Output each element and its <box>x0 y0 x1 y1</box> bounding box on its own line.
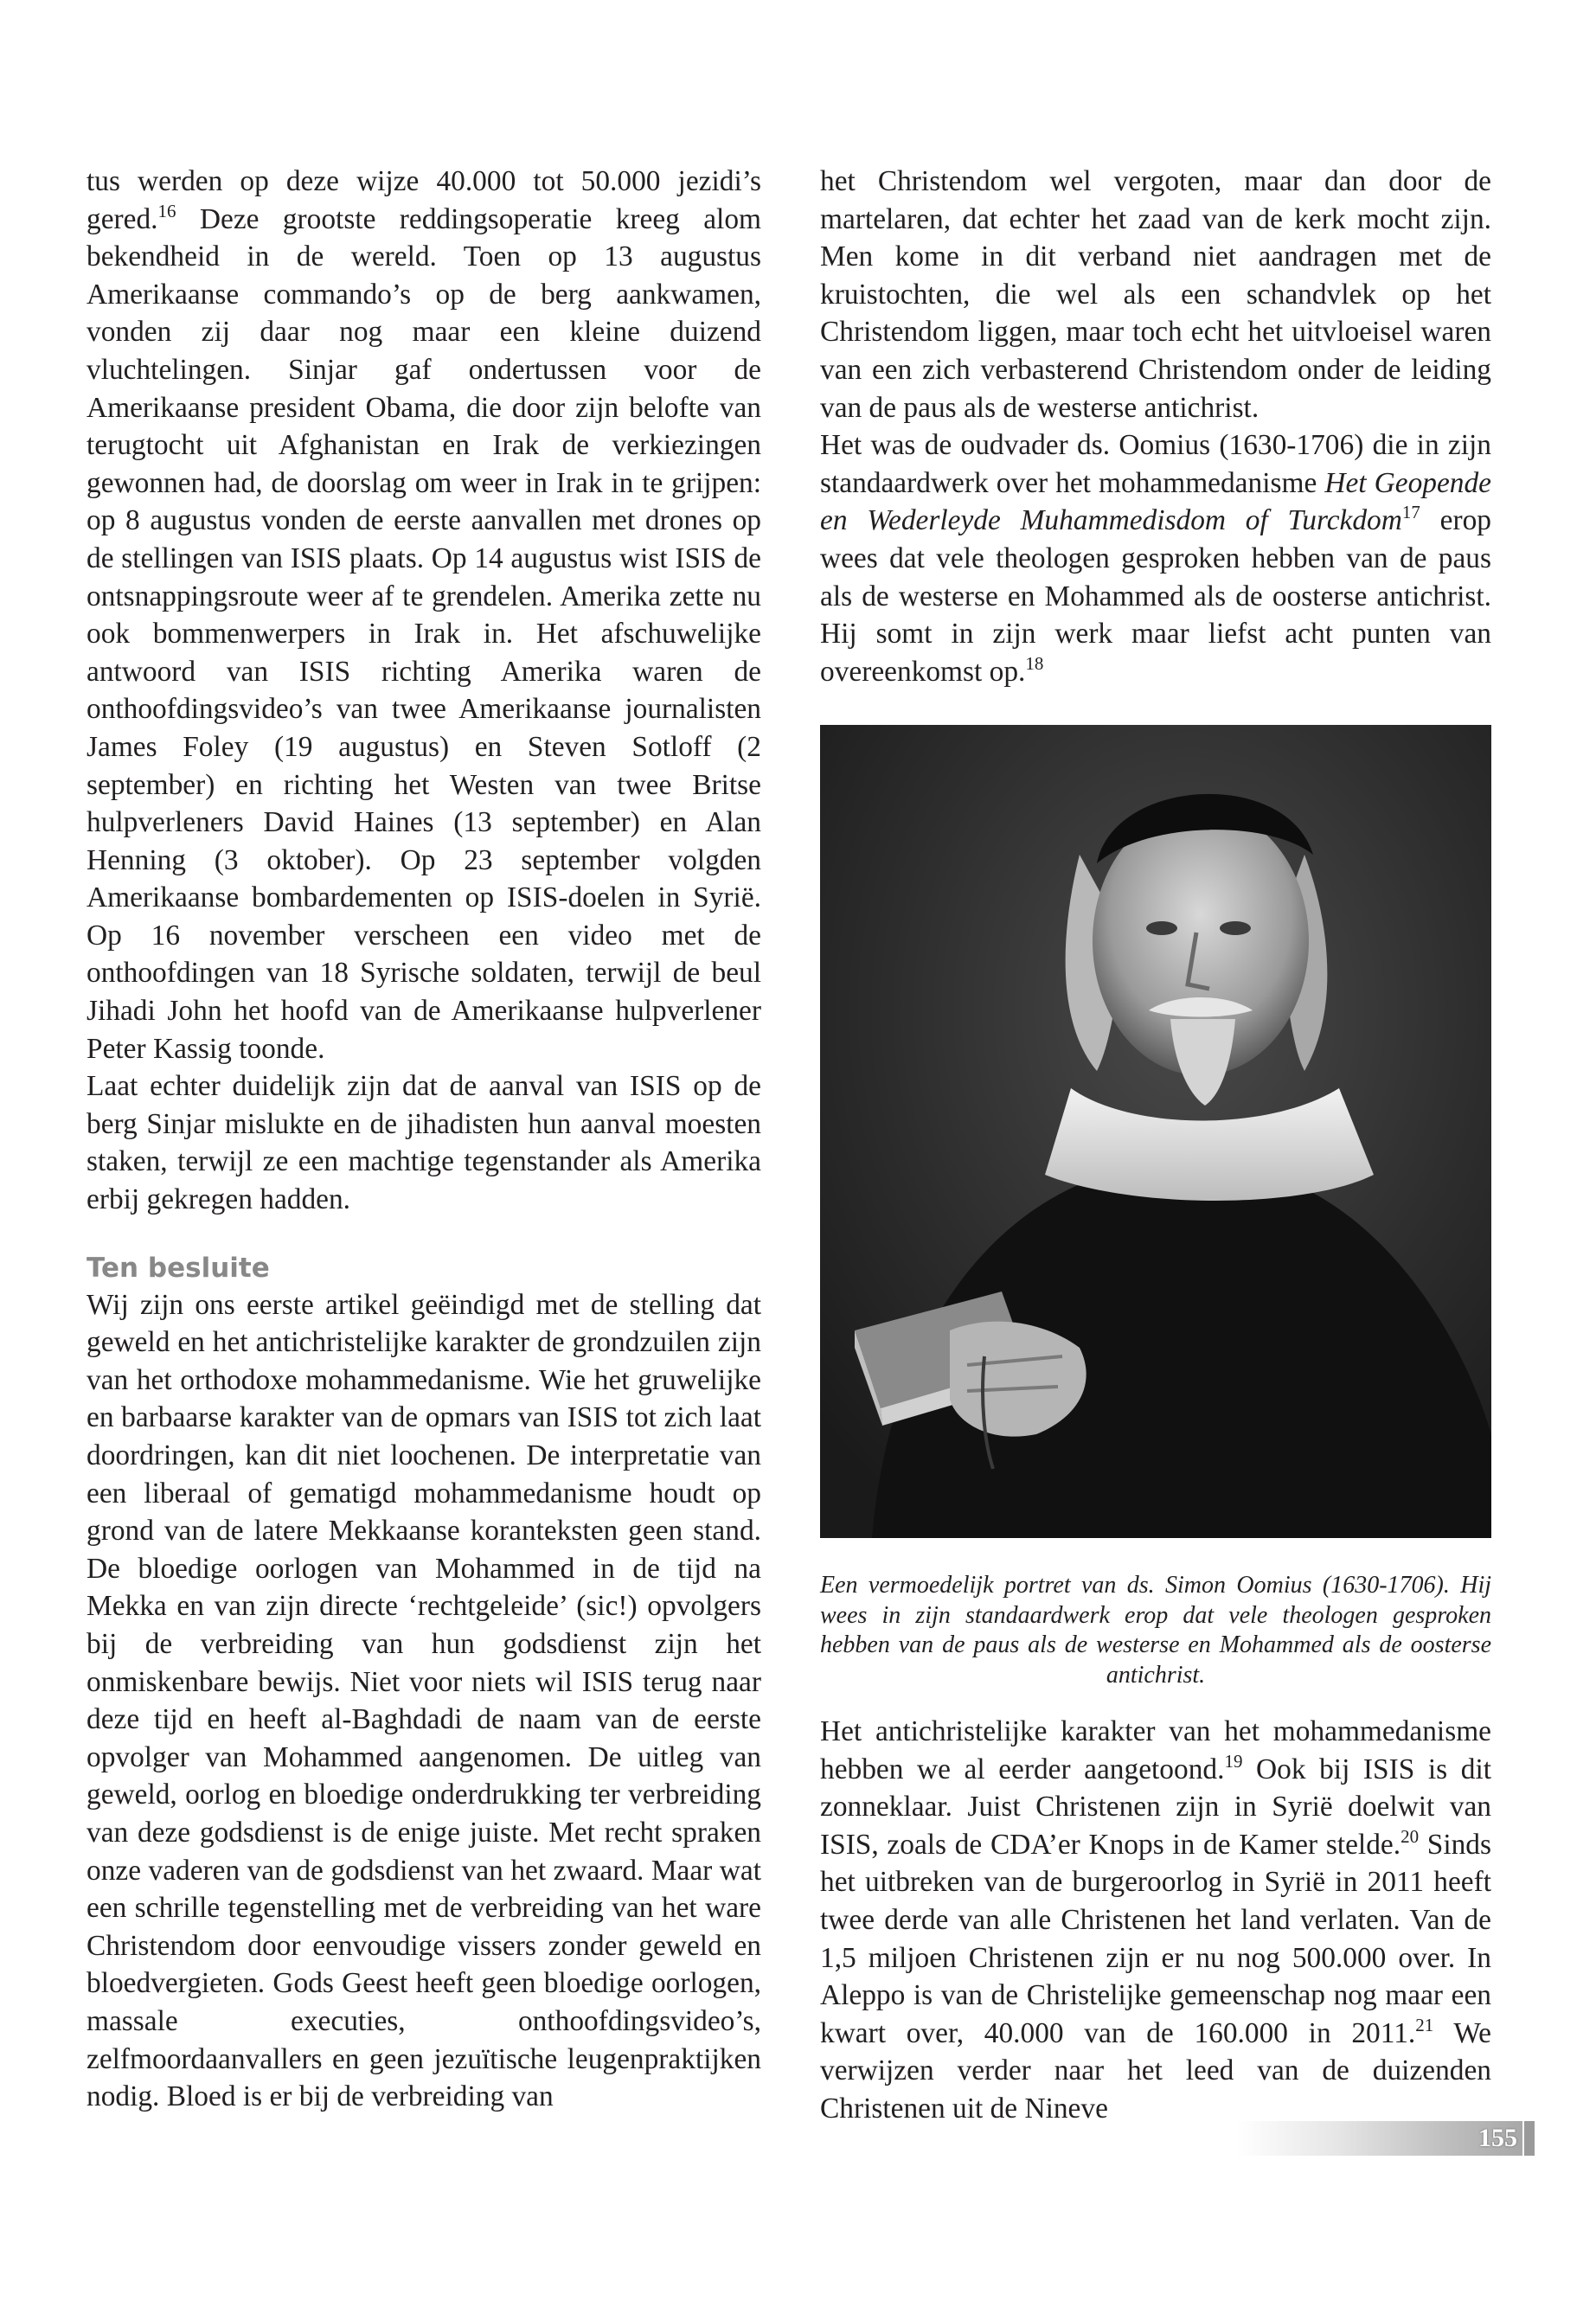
portrait-photo <box>820 725 1491 1538</box>
paragraph-text: Sinds het uitbreken van de burgeroorlog in Syrië in 2011 heeft twee derde van alle Christenen het land verlaten. Van de 1,5 miljoen Christenen zijn er nu nog 500.000 over. In Aleppo is van de Christelijke gemeenschap nog maar een kwart over, 40.000 van de 160.000 in 2011. <box>820 1828 1491 2049</box>
paragraph <box>820 1713 1491 2128</box>
footnote-ref: 17 <box>1401 502 1420 523</box>
portrait-illustration <box>820 725 1491 1538</box>
footnote-ref: 16 <box>157 200 176 221</box>
paragraph: Wij zijn ons eerste artikel geëindigd met de stelling dat geweld en het antichristelijke karakter de grondzuilen zijn van het orthodoxe mohammedanisme. Wie het gruwelijke en barbaarse karakter van de opmars van ISIS tot zich laat doordringen, kan dit niet loochenen. De interpretatie van een liberaal of gematigd mohammedanisme houdt op grond van de latere Mekkaanse koranteksten geen stand. De bloedige oorlogen van Mohammed in de tijd na Mekka en van zijn directe ‘rechtgeleide’ (sic!) opvolgers bij de verbreiding van hun godsdienst zijn het onmiskenbare bewijs. Niet voor niets wil ISIS terug naar deze tijd en heeft al-Baghdadi de naam van de eerste opvolger van Mohammed aangenomen. De uitleg van geweld, oorlog en bloedige onderdrukking ter verbreiding van deze godsdienst is de enige juiste. Met recht spraken onze vaderen van de godsdienst van het zwaard. Maar wat een schrille tegenstelling met de verbreiding van het ware Christendom door eenvoudige vissers zonder geweld en bloedvergieten. Gods Geest heeft geen bloedige oorlogen, massale executies, onthoofdingsvideo’s, zelfmoordaanvallers en geen jezuïtische leugenpraktijken nodig. Bloed is er bij de verbreiding van <box>87 1288 761 2113</box>
paragraph: Laat echter duidelijk zijn dat de aanval van ISIS op de berg Sinjar mislukte en de jihadisten hun aanval moesten staken, terwijl ze een machtige tegenstander als Amerika erbij gekregen hadden. <box>87 1070 761 1216</box>
section-heading: Ten besluite <box>87 1252 270 1284</box>
footnote-ref: 21 <box>1415 2014 1434 2035</box>
image-caption: Een vermoedelijk portret van ds. Simon Oomius (1630-1706). Hij wees in zijn standaardwerk erop dat vele theologen gesproken hebben van de paus als de westerse en Mohammed als de oosterse antichrist. <box>820 1572 1491 1689</box>
right-column <box>820 163 1491 690</box>
paragraph <box>87 163 761 1067</box>
footnote-ref: 18 <box>1025 652 1044 674</box>
paragraph <box>820 426 1491 690</box>
paragraph-text: Ook bij ISIS is dit zonneklaar. Juist Christenen zijn in Syrië doelwit van ISIS, zoals de CDA’er Knops in de Kamer stelde. <box>820 1753 1491 1861</box>
paragraph-text: Deze grootste reddingsoperatie kreeg alom bekendheid in de wereld. Toen op 13 augustus Amerikaanse commando’s op de berg aankwamen, vonden zij daar nog maar een kleine duizend vluchtelingen. Sinjar gaf ondertussen voor de Amerikaanse president Obama, die door zijn belofte van terugtocht uit Afghanistan en Irak de verkiezingen gewonnen had, de doorslag om weer in Irak in te grijpen: op 8 augustus vonden de eerste aanvallen met drones op de stellingen van ISIS plaats. Op 14 augustus wist ISIS de ontsnappingsroute weer af te grendelen. Amerika zette nu ook bommenwerpers in Irak in. Het afschuwelijke antwoord van ISIS richting Amerika waren de onthoofdingsvideo’s van twee Amerikaanse journalisten James Foley (19 augustus) en Steven Sotloff (2 september) en richting het Westen van twee Britse hulpverleners David Haines (13 september) en Alan Henning (3 oktober). Op 23 september volgden Amerikaanse bombardementen op ISIS-doelen in Syrië. Op 16 november verscheen een video met de onthoofdingen van 18 Syrische soldaten, terwijl de beul Jihadi John het hoofd van de Amerikaanse hulpverlener Peter Kassig toonde. <box>87 202 761 1065</box>
paragraph-text: Het antichristelijke karakter van het mohammedanisme hebben we al eerder aangetoond. <box>820 1715 1491 1785</box>
page-number-bar-cap <box>1524 2121 1535 2156</box>
paragraph-text: Het was de oudvader ds. Oomius (1630-1706) die in zijn standaardwerk over het mohammedanisme <box>820 429 1491 499</box>
footnote-ref: 20 <box>1401 1825 1420 1847</box>
paragraph-text: erop wees dat vele theologen gesproken hebben van de paus als de westerse en Mohammed als de oosterse antichrist. Hij somt in zijn werk maar liefst acht punten van overeenkomst op. <box>820 504 1491 688</box>
page-number: 155 <box>1478 2124 1517 2152</box>
left-column <box>87 163 761 2116</box>
footnote-ref: 19 <box>1224 1750 1243 1772</box>
book-title: Het Geopende en Wederleyde Muhammedisdom of Turckdom <box>820 466 1491 537</box>
right-column-continued <box>820 1713 1491 2128</box>
paragraph-text: tus werden op deze wijze 40.000 tot 50.000 jezidi’s gered. <box>87 165 761 235</box>
paragraph: het Christendom wel vergoten, maar dan door de martelaren, dat echter het zaad van de kerk mocht zijn. Men kome in dit verband niet aandragen met de kruistochten, die wel als een schandvlek op het Christendom liggen, maar toch echt het uitvloeisel waren van een zich verbasterend Christendom onder de leiding van de paus als de westerse antichrist. <box>820 165 1491 424</box>
paragraph-text: We verwijzen verder naar het leed van de duizenden Christenen uit de Nineve <box>820 2016 1491 2125</box>
